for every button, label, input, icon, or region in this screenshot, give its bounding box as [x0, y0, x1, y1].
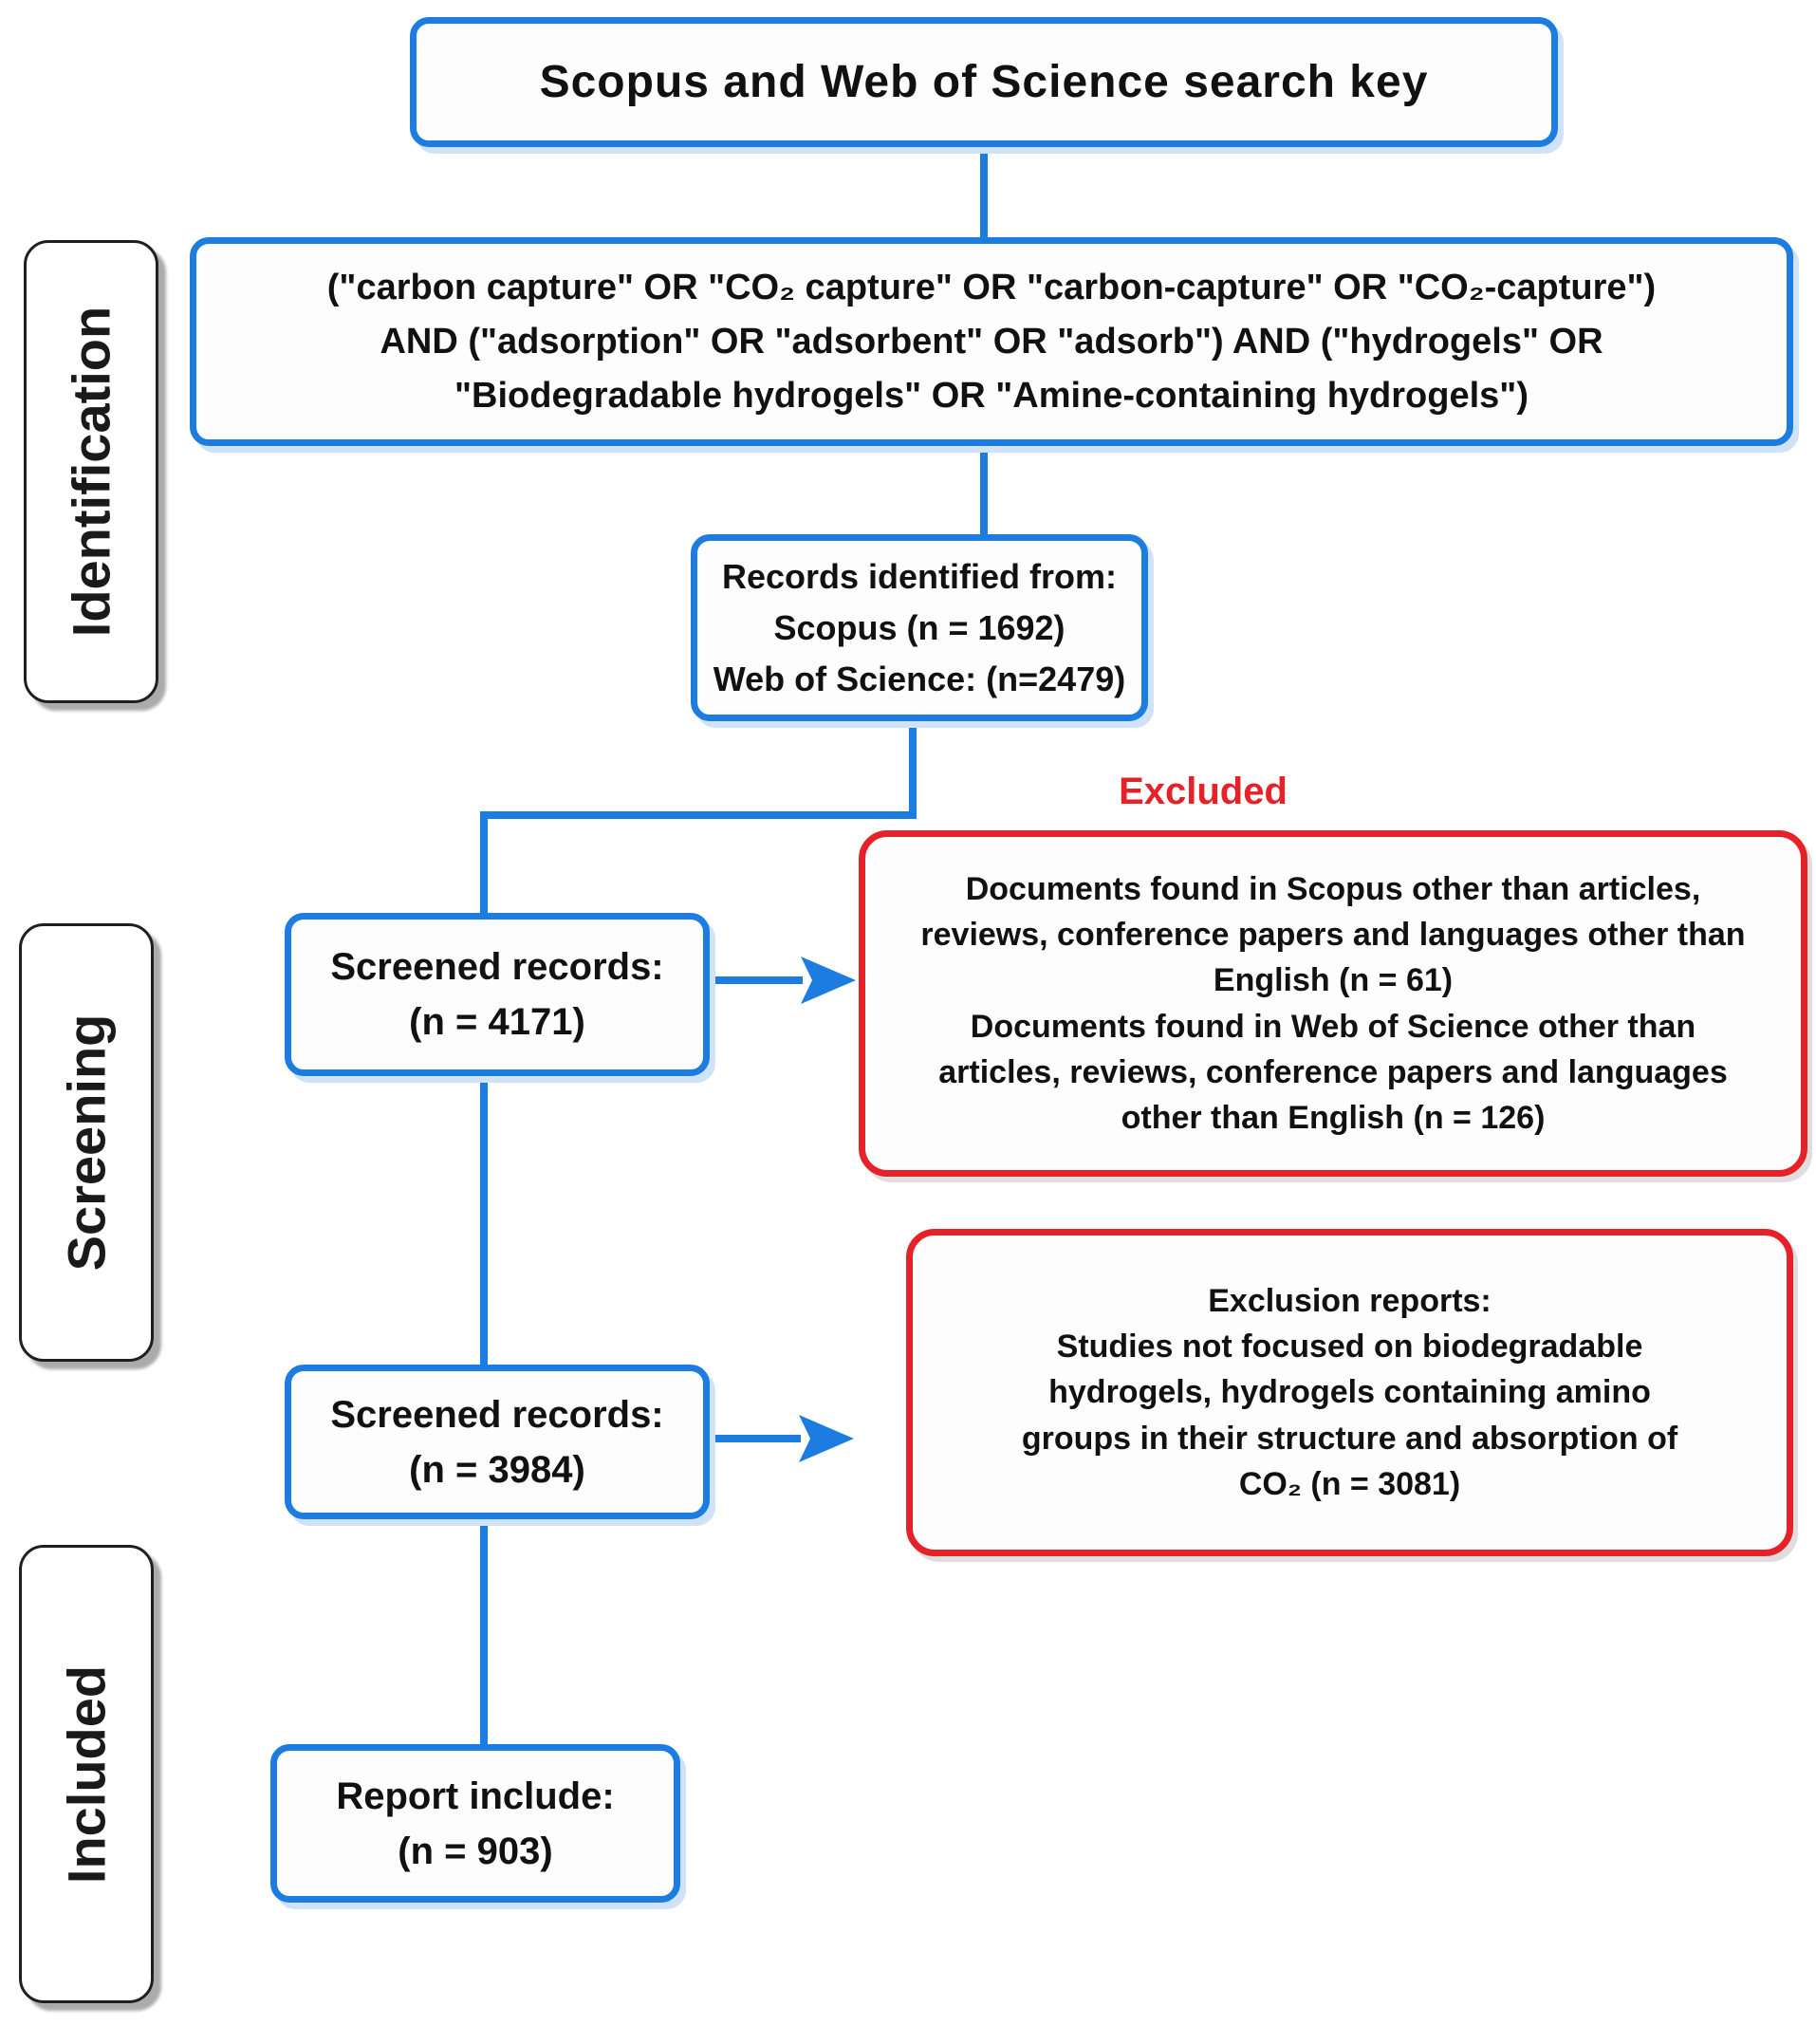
connector-elbow-down-to-screened1 [480, 811, 488, 918]
connector-records-down [909, 717, 917, 819]
excluded-label: Excluded [1119, 771, 1288, 812]
stage-label-identification-text: Identification [61, 306, 121, 638]
stage-label-identification [24, 240, 158, 703]
report-include-box [270, 1744, 680, 1903]
search-key-title-text: Scopus and Web of Science search key [539, 57, 1429, 107]
screened-records-box-2 [285, 1365, 710, 1519]
stage-label-screening-text: Screening [56, 1013, 117, 1272]
arrow-right-icon [797, 1411, 856, 1466]
exclusion-reports-body: Studies not focused on biodegradable hydrogels, hydrogels containing amino groups in their structure and absorption of CO₂ (n = 3081) [1021, 1329, 1678, 1502]
connector-elbow-horizontal [480, 811, 917, 819]
exclusion-reports-box [906, 1229, 1793, 1556]
arrow-right-icon [799, 953, 858, 1008]
screened-records-2-count: (n = 3984) [409, 1448, 585, 1491]
stage-label-screening [19, 923, 154, 1362]
report-include-label: Report include: [336, 1775, 615, 1817]
connector-screened2-to-report [480, 1515, 488, 1748]
excluded-documents-box [859, 830, 1807, 1177]
connector-screened2-to-exclusion-line [706, 1435, 801, 1442]
search-key-title-box [410, 17, 1558, 147]
excluded-wos-text: Documents found in Web of Science other than articles, reviews, conference papers and languages other than English (n = 126) [938, 1008, 1728, 1137]
search-query-box [190, 237, 1793, 446]
search-query-line-1: ("carbon capture" OR "CO₂ capture" OR "carbon-capture" OR "CO₂-capture") [326, 267, 1657, 307]
connector-query-to-records [980, 442, 988, 538]
exclusion-reports-heading: Exclusion reports: [1208, 1282, 1492, 1319]
records-identified-wos-count: Web of Science: (n=2479) [713, 659, 1126, 698]
screened-records-1-count: (n = 4171) [409, 1001, 585, 1043]
connector-title-to-query [980, 142, 988, 241]
records-identified-scopus-count: Scopus (n = 1692) [773, 607, 1066, 647]
stage-label-included-text: Included [56, 1664, 117, 1884]
report-include-count: (n = 903) [398, 1830, 553, 1872]
search-query-line-3: "Biodegradable hydrogels" OR "Amine-containing hydrogels") [454, 375, 1529, 416]
records-identified-heading: Records identified from: [721, 556, 1118, 596]
connector-screened1-to-excluded-line [706, 976, 803, 984]
search-query-line-2: AND ("adsorption" OR "adsorbent" OR "adsorb") AND ("hydrogels" OR [380, 321, 1603, 362]
screened-records-2-label: Screened records: [330, 1393, 664, 1436]
excluded-scopus-text: Documents found in Scopus other than articles, reviews, conference papers and languages other than English (n = 61) [920, 870, 1746, 999]
records-identified-box [691, 534, 1148, 721]
screened-records-box-1 [285, 913, 710, 1076]
stage-label-included [19, 1545, 154, 2003]
screened-records-1-label: Screened records: [330, 946, 664, 988]
connector-screened1-to-screened2 [480, 1072, 488, 1368]
